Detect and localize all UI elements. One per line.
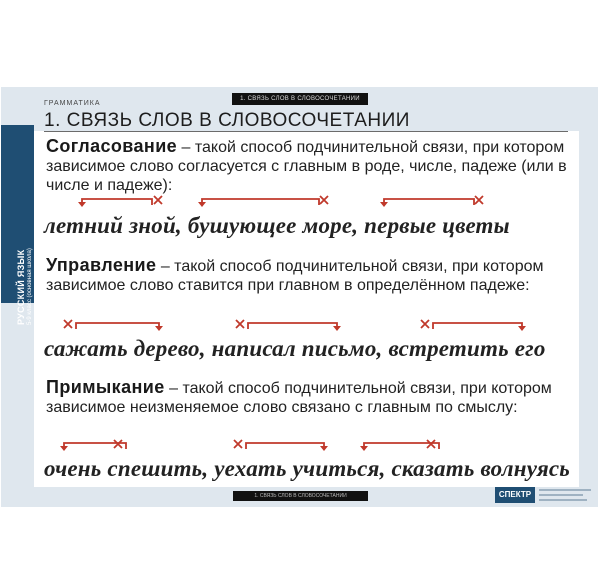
top-chip: 1. СВЯЗЬ СЛОВ В СЛОВОСОЧЕТАНИИ [232,93,368,105]
rule-agreement [46,137,571,195]
rule-term: Согласование [46,136,178,156]
agreement-arrows [34,193,579,213]
fine-print-line [539,494,583,496]
poster [1,87,598,507]
fine-print-line [539,499,587,501]
adjunction-examples: очень спешить, уехать учиться, сказать волнуясь [44,456,570,481]
government-examples: сажать дерево, написал письмо, встретить его [44,336,546,361]
rule-definition: – такой способ подчинительной связи, при котором зависимое слово согласуется с главным в роде, числе, падеже (или в числе и падеже): [46,139,567,194]
subject-name: РУССКИЙ ЯЗЫК [16,249,26,325]
subject-label [17,248,33,325]
rule-definition: – такой способ подчинительной связи, при котором зависимое неизменяемое слово связано с главным по смыслу: [46,380,552,416]
rule-government [46,256,571,295]
rule-term: Управление [46,255,157,275]
subject-tab [1,125,34,325]
content-panel [34,131,579,487]
bottom-chip: 1. СВЯЗЬ СЛОВ В СЛОВОСОЧЕТАНИИ [233,491,368,501]
rule-adjunction [46,378,571,417]
publisher-logo: СПЕКТР [495,487,535,503]
government-arrows [34,317,579,337]
rule-term: Примыкание [46,377,165,397]
subject-grade: 5-9 класс (основная школа) [26,248,33,325]
rule-definition: – такой способ подчинительной связи, при котором зависимое слово ставится при главном в определённом падеже: [46,258,544,294]
adjunction-arrows [34,437,579,457]
agreement-examples: летний зной, бушующее море, первые цветы [44,213,510,238]
title-divider [44,131,568,132]
section-label: ГРАММАТИКА [44,100,101,107]
fine-print-line [539,489,591,491]
page-title: 1. СВЯЗЬ СЛОВ В СЛОВОСОЧЕТАНИИ [44,110,410,131]
